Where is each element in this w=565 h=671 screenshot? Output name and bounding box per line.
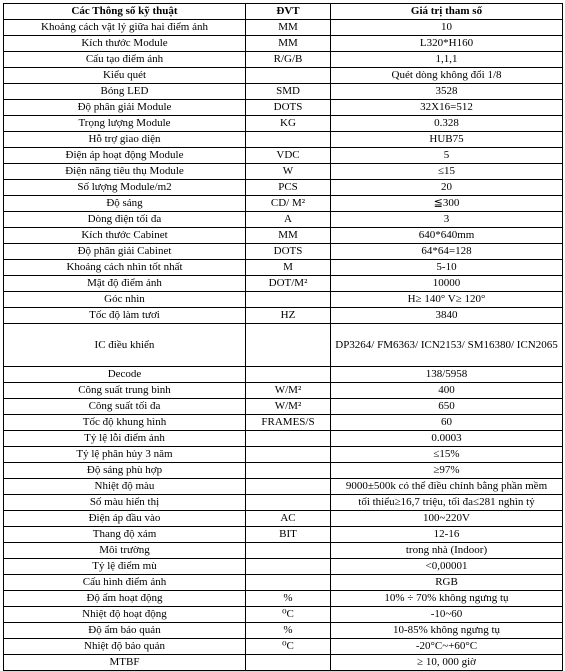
table-row xyxy=(4,655,563,671)
cell-unit xyxy=(246,132,331,148)
cell-value: 5 xyxy=(331,148,563,164)
cell-unit: A xyxy=(246,212,331,228)
cell-value: 60 xyxy=(331,415,563,431)
cell-value: RGB xyxy=(331,575,563,591)
cell-parameter: Độ sáng xyxy=(4,196,246,212)
cell-parameter: Môi trường xyxy=(4,543,246,559)
cell-value: 10 xyxy=(331,20,563,36)
cell-value: ≥97% xyxy=(331,463,563,479)
table-row xyxy=(4,559,563,575)
cell-value: 3528 xyxy=(331,84,563,100)
cell-unit xyxy=(246,655,331,671)
cell-parameter: IC điều khiển xyxy=(4,324,246,367)
table-row xyxy=(4,479,563,495)
cell-parameter: Độ ẩm hoạt động xyxy=(4,591,246,607)
table-row xyxy=(4,639,563,655)
cell-parameter: Decode xyxy=(4,367,246,383)
cell-parameter: Kiểu quét xyxy=(4,68,246,84)
table-row xyxy=(4,196,563,212)
cell-parameter: Hỗ trợ giao diện xyxy=(4,132,246,148)
table-row xyxy=(4,324,563,367)
cell-unit: W xyxy=(246,164,331,180)
cell-unit: R/G/B xyxy=(246,52,331,68)
cell-parameter: Kích thước Cabinet xyxy=(4,228,246,244)
table-row xyxy=(4,511,563,527)
table-row xyxy=(4,228,563,244)
cell-value: 650 xyxy=(331,399,563,415)
cell-value: 1,1,1 xyxy=(331,52,563,68)
cell-unit: % xyxy=(246,623,331,639)
cell-parameter: Mật độ điểm ảnh xyxy=(4,276,246,292)
table-row xyxy=(4,527,563,543)
cell-unit xyxy=(246,559,331,575)
cell-parameter: Công suất trung bình xyxy=(4,383,246,399)
cell-parameter: Kích thước Module xyxy=(4,36,246,52)
header-row xyxy=(4,4,563,20)
cell-value: 3840 xyxy=(331,308,563,324)
cell-parameter: Tốc độ làm tươi xyxy=(4,308,246,324)
table-row xyxy=(4,399,563,415)
cell-unit xyxy=(246,292,331,308)
table-row xyxy=(4,260,563,276)
cell-parameter: Tốc độ khung hình xyxy=(4,415,246,431)
cell-parameter: Điện áp đầu vào xyxy=(4,511,246,527)
cell-parameter: Nhiệt độ hoạt động xyxy=(4,607,246,623)
cell-parameter: Thang độ xám xyxy=(4,527,246,543)
table-row xyxy=(4,68,563,84)
cell-parameter: MTBF xyxy=(4,655,246,671)
header-value: Giá trị tham số xyxy=(331,4,563,20)
cell-unit: MM xyxy=(246,20,331,36)
cell-unit xyxy=(246,463,331,479)
cell-unit: DOT/M² xyxy=(246,276,331,292)
cell-value: ≦300 xyxy=(331,196,563,212)
cell-unit xyxy=(246,495,331,511)
cell-unit: KG xyxy=(246,116,331,132)
table-row xyxy=(4,623,563,639)
cell-value: ≥ 10, 000 giờ xyxy=(331,655,563,671)
table-row xyxy=(4,431,563,447)
cell-value: 10% ÷ 70% không ngưng tụ xyxy=(331,591,563,607)
spec-table xyxy=(3,3,563,671)
cell-unit: MM xyxy=(246,228,331,244)
cell-value: 64*64=128 xyxy=(331,244,563,260)
cell-value: 3 xyxy=(331,212,563,228)
cell-unit: PCS xyxy=(246,180,331,196)
table-row xyxy=(4,116,563,132)
cell-parameter: Tỷ lệ lỗi điểm ảnh xyxy=(4,431,246,447)
cell-unit: % xyxy=(246,591,331,607)
table-row xyxy=(4,20,563,36)
table-row xyxy=(4,607,563,623)
cell-parameter: Khoảng cách vật lý giữa hai điểm ảnh xyxy=(4,20,246,36)
cell-unit: FRAMES/S xyxy=(246,415,331,431)
cell-value: ≤15 xyxy=(331,164,563,180)
table-row xyxy=(4,383,563,399)
cell-parameter: Trọng lượng Module xyxy=(4,116,246,132)
cell-value: 640*640mm xyxy=(331,228,563,244)
table-row xyxy=(4,543,563,559)
cell-unit: VDC xyxy=(246,148,331,164)
spec-body xyxy=(4,20,563,671)
cell-value: H≥ 140° V≥ 120° xyxy=(331,292,563,308)
table-row xyxy=(4,132,563,148)
cell-value: 0.0003 xyxy=(331,431,563,447)
table-row xyxy=(4,52,563,68)
cell-value: 5-10 xyxy=(331,260,563,276)
cell-parameter: Số màu hiển thị xyxy=(4,495,246,511)
cell-unit: DOTS xyxy=(246,100,331,116)
cell-parameter: Độ sáng phù hợp xyxy=(4,463,246,479)
cell-value: 10000 xyxy=(331,276,563,292)
table-row xyxy=(4,212,563,228)
table-row xyxy=(4,36,563,52)
cell-unit xyxy=(246,431,331,447)
cell-value: 9000±500k có thể điều chỉnh bằng phần mềm xyxy=(331,479,563,495)
cell-parameter: Nhiệt độ bảo quản xyxy=(4,639,246,655)
cell-parameter: Điện áp hoạt động Module xyxy=(4,148,246,164)
cell-unit: BIT xyxy=(246,527,331,543)
cell-value: ≤15% xyxy=(331,447,563,463)
cell-value: 138/5958 xyxy=(331,367,563,383)
table-row xyxy=(4,308,563,324)
cell-unit: DOTS xyxy=(246,244,331,260)
cell-unit: ⁰C xyxy=(246,607,331,623)
cell-parameter: Bóng LED xyxy=(4,84,246,100)
table-row xyxy=(4,415,563,431)
header-parameter: Các Thông số kỹ thuật xyxy=(4,4,246,20)
cell-parameter: Cấu hình điểm ảnh xyxy=(4,575,246,591)
table-row xyxy=(4,180,563,196)
table-row xyxy=(4,591,563,607)
cell-unit xyxy=(246,68,331,84)
cell-value: -20°C~+60°C xyxy=(331,639,563,655)
table-row xyxy=(4,292,563,308)
cell-unit xyxy=(246,367,331,383)
header-unit: ĐVT xyxy=(246,4,331,20)
cell-value: 100~220V xyxy=(331,511,563,527)
table-row xyxy=(4,100,563,116)
cell-value: -10~60 xyxy=(331,607,563,623)
cell-value: trong nhà (Indoor) xyxy=(331,543,563,559)
cell-value: Quét dòng không đổi 1/8 xyxy=(331,68,563,84)
cell-value: 20 xyxy=(331,180,563,196)
cell-parameter: Điện năng tiêu thụ Module xyxy=(4,164,246,180)
cell-unit: CD/ M² xyxy=(246,196,331,212)
table-row xyxy=(4,164,563,180)
cell-value: 0.328 xyxy=(331,116,563,132)
cell-unit: W/M² xyxy=(246,399,331,415)
cell-unit xyxy=(246,479,331,495)
cell-parameter: Độ phân giải Cabinet xyxy=(4,244,246,260)
cell-unit xyxy=(246,447,331,463)
cell-parameter: Cấu tạo điểm ảnh xyxy=(4,52,246,68)
cell-parameter: Khoảng cách nhìn tốt nhất xyxy=(4,260,246,276)
cell-value: tối thiểu≥16,7 triệu, tối đa≤281 nghìn tỷ xyxy=(331,495,563,511)
cell-value: 12-16 xyxy=(331,527,563,543)
cell-parameter: Số lượng Module/m2 xyxy=(4,180,246,196)
cell-parameter: Tỷ lệ điểm mù xyxy=(4,559,246,575)
cell-parameter: Tỷ lệ phân hủy 3 năm xyxy=(4,447,246,463)
table-row xyxy=(4,495,563,511)
cell-value: <0,00001 xyxy=(331,559,563,575)
cell-unit: W/M² xyxy=(246,383,331,399)
cell-value: 10-85% không ngưng tụ xyxy=(331,623,563,639)
table-row xyxy=(4,244,563,260)
cell-unit: M xyxy=(246,260,331,276)
cell-value: HUB75 xyxy=(331,132,563,148)
cell-unit: MM xyxy=(246,36,331,52)
cell-unit: HZ xyxy=(246,308,331,324)
cell-unit: AC xyxy=(246,511,331,527)
cell-parameter: Độ ẩm bảo quản xyxy=(4,623,246,639)
cell-value: L320*H160 xyxy=(331,36,563,52)
table-row xyxy=(4,447,563,463)
table-row xyxy=(4,575,563,591)
table-row xyxy=(4,463,563,479)
cell-unit: ⁰C xyxy=(246,639,331,655)
cell-unit xyxy=(246,324,331,367)
table-row xyxy=(4,276,563,292)
cell-parameter: Độ phân giải Module xyxy=(4,100,246,116)
cell-unit xyxy=(246,543,331,559)
table-row xyxy=(4,367,563,383)
cell-parameter: Dòng điện tối đa xyxy=(4,212,246,228)
cell-parameter: Công suất tối đa xyxy=(4,399,246,415)
cell-value: DP3264/ FM6363/ ICN2153/ SM16380/ ICN2065 xyxy=(331,324,563,367)
cell-parameter: Góc nhìn xyxy=(4,292,246,308)
cell-unit: SMD xyxy=(246,84,331,100)
cell-value: 32X16=512 xyxy=(331,100,563,116)
table-row xyxy=(4,84,563,100)
cell-unit xyxy=(246,575,331,591)
cell-value: 400 xyxy=(331,383,563,399)
cell-parameter: Nhiệt độ màu xyxy=(4,479,246,495)
table-row xyxy=(4,148,563,164)
